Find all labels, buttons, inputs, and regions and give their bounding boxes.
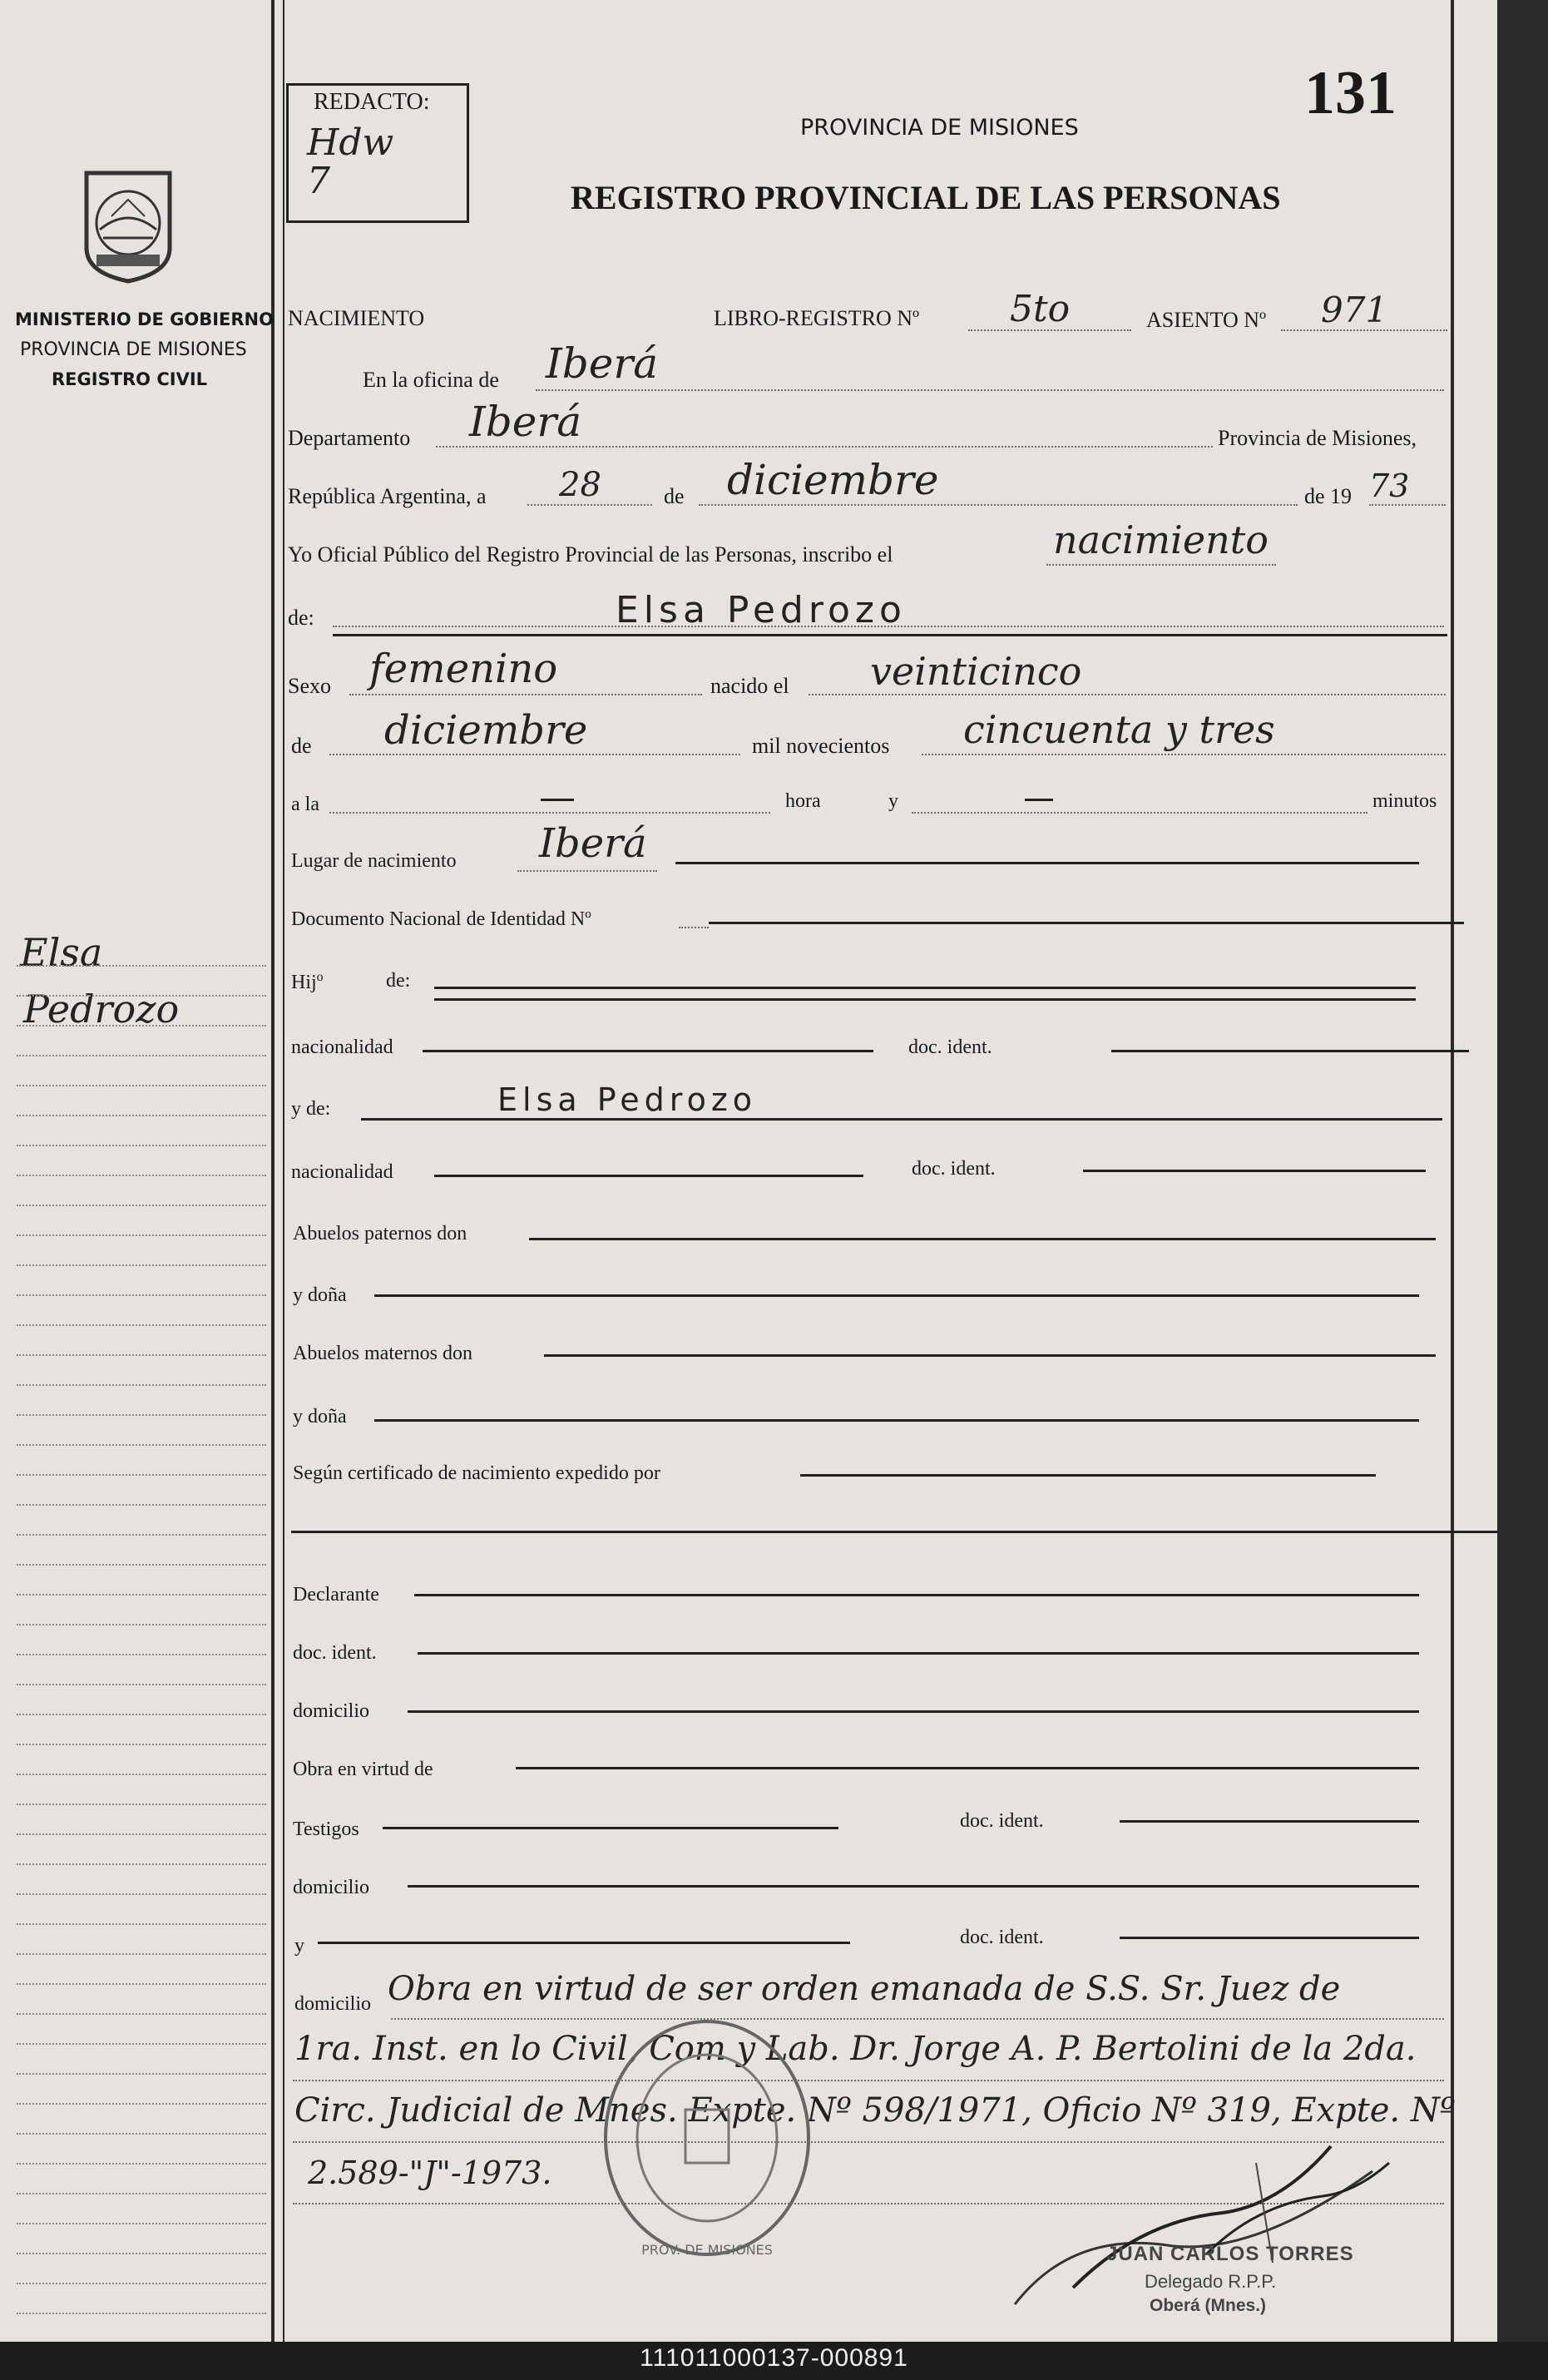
docident-1-label: doc. ident. xyxy=(908,1037,992,1058)
minutos-label: minutos xyxy=(1372,790,1437,812)
margin-rule xyxy=(17,1983,266,1985)
margin-rule xyxy=(17,1684,266,1685)
ala-label: a la xyxy=(291,794,319,815)
domicilio-3-label: domicilio xyxy=(294,1993,371,2015)
margin-rule xyxy=(17,2223,266,2224)
yde-label: y de: xyxy=(291,1098,331,1120)
margin-rule xyxy=(17,1145,266,1146)
republica-label: República Argentina, a xyxy=(288,484,487,508)
oficial-label: Yo Oficial Público del Registro Provincial de las Personas, inscribo el xyxy=(288,542,893,567)
margin-rule xyxy=(17,1654,266,1655)
margin-rule xyxy=(17,1893,266,1895)
asiento-label: ASIENTO Nº xyxy=(1146,308,1267,332)
margin-rule xyxy=(17,1264,266,1266)
nacido-value: veinticinco xyxy=(870,649,1082,694)
abuelos-paternos-label: Abuelos paternos don xyxy=(293,1223,467,1244)
testigos-label: Testigos xyxy=(293,1818,359,1840)
margin-rule xyxy=(17,1294,266,1296)
redacto-initials: Hdw 7 xyxy=(307,121,394,202)
margin-rule xyxy=(17,1384,266,1386)
oficial-value: nacimiento xyxy=(1053,517,1269,562)
declarante-label: Declarante xyxy=(293,1584,379,1606)
margin-rule xyxy=(17,1414,266,1416)
de-label: de xyxy=(664,484,685,508)
margin-rule xyxy=(17,2103,266,2105)
de-mes-label: de xyxy=(291,734,312,758)
margin-rule xyxy=(17,1354,266,1356)
mil-value: cincuenta y tres xyxy=(963,707,1275,752)
asiento-value: 971 xyxy=(1321,289,1388,330)
mes2-value: diciembre xyxy=(384,707,588,754)
margin-rule xyxy=(17,1205,266,1206)
margin-rule xyxy=(17,1055,266,1056)
provincia-label: Provincia de Misiones, xyxy=(1218,426,1417,450)
annotation-line3: Circ. Judicial de Mnes. Expte. Nº 598/1971, Oficio Nº 319, Expte. Nº xyxy=(294,2091,1456,2130)
ydona-1-label: y doña xyxy=(293,1284,347,1306)
hijo-de-label: de: xyxy=(386,970,411,992)
dia-value: 28 xyxy=(559,466,601,504)
official-stamp-place: Oberá (Mnes.) xyxy=(1150,2296,1267,2315)
nacido-label: nacido el xyxy=(710,674,789,698)
margin-rule xyxy=(17,1025,266,1027)
round-stamp-bottom: PROV. DE MISIONES xyxy=(641,2242,773,2258)
margin-rule xyxy=(17,1175,266,1176)
margin-note-line1: Elsa xyxy=(20,930,103,975)
margin-rule xyxy=(17,1714,266,1715)
margin-border-line-inner xyxy=(283,0,284,2346)
margin-rule xyxy=(17,2133,266,2135)
margin-rule xyxy=(17,2313,266,2314)
sexo-value: femenino xyxy=(369,646,558,692)
nombre-value: Elsa Pedrozo xyxy=(616,589,907,631)
annotation-line2: 1ra. Inst. en lo Civil, Com y Lab. Dr. Jorge A. P. Bertolini de la 2da. xyxy=(294,2030,1417,2068)
libro-value: 5to xyxy=(1010,288,1071,330)
departamento-label: Departamento xyxy=(288,426,411,450)
nacionalidad-2-label: nacionalidad xyxy=(291,1161,393,1183)
header-title: REGISTRO PROVINCIAL DE LAS PERSONAS xyxy=(571,179,1281,216)
official-stamp-name: JUAN CARLOS TORRES xyxy=(1106,2243,1354,2265)
docident-5-label: doc. ident. xyxy=(960,1927,1044,1948)
round-stamp-icon xyxy=(599,2013,815,2263)
margin-note-line2: Pedrozo xyxy=(23,987,180,1032)
margin-rule xyxy=(17,2073,266,2075)
margin-rule xyxy=(17,1833,266,1835)
margin-rule xyxy=(17,1534,266,1536)
nacionalidad-1-label: nacionalidad xyxy=(291,1037,393,1058)
hijo-label: Hij$^o$ xyxy=(291,970,324,993)
archive-id: 111011000137-000891 xyxy=(640,2344,908,2372)
docident-3-label: doc. ident. xyxy=(293,1642,377,1664)
de-nombre-label: de: xyxy=(288,606,314,630)
margin-rule xyxy=(17,1774,266,1775)
libro-label: LIBRO-REGISTRO Nº xyxy=(714,306,920,330)
margin-rule xyxy=(17,1804,266,1805)
margin-rule xyxy=(17,1504,266,1506)
margin-rule xyxy=(17,965,266,967)
mes-value: diciembre xyxy=(727,456,939,504)
abuelos-maternos-label: Abuelos maternos don xyxy=(293,1343,472,1364)
margin-rule xyxy=(17,1444,266,1446)
official-stamp-title: Delegado R.P.P. xyxy=(1145,2271,1277,2292)
margin-rule xyxy=(17,995,266,997)
margin-rule xyxy=(17,1923,266,1925)
oficina-label: En la oficina de xyxy=(363,368,499,392)
lugar-value: Iberá xyxy=(539,820,647,867)
madre-value: Elsa Pedrozo xyxy=(497,1081,758,1118)
registro-civil-label: REGISTRO CIVIL xyxy=(52,369,208,389)
annotation-line4: 2.589-"J"-1973. xyxy=(308,2155,552,2191)
margin-rule xyxy=(17,2163,266,2165)
sexo-label: Sexo xyxy=(288,674,331,698)
ministry-label: MINISTERIO DE GOBIERNO xyxy=(15,309,274,329)
page-number: 131 xyxy=(1304,59,1397,127)
docident-4-label: doc. ident. xyxy=(960,1810,1044,1832)
margin-rule xyxy=(17,1594,266,1596)
margin-rule xyxy=(17,1085,266,1086)
margin-rule xyxy=(17,1744,266,1745)
lugar-label: Lugar de nacimiento xyxy=(291,850,457,872)
year-prefix-label: de 19 xyxy=(1304,484,1353,508)
redacto-label: REDACTO: xyxy=(314,89,430,115)
margin-rule xyxy=(17,1953,266,1955)
provincial-seal-icon xyxy=(62,156,195,289)
y2-label: y xyxy=(294,1935,304,1957)
departamento-value: Iberá xyxy=(469,398,582,446)
margin-rule xyxy=(17,1115,266,1116)
margin-rule xyxy=(17,1235,266,1236)
docident-2-label: doc. ident. xyxy=(912,1158,996,1180)
redacto-box xyxy=(286,83,469,223)
year-value: 73 xyxy=(1369,468,1410,504)
domicilio-2-label: domicilio xyxy=(293,1877,369,1898)
margin-rule xyxy=(17,1324,266,1326)
y-label: y xyxy=(888,790,898,812)
oficina-value: Iberá xyxy=(546,339,659,388)
margin-border-line xyxy=(271,0,274,2346)
right-border-line xyxy=(1451,0,1454,2346)
margin-rule xyxy=(17,2013,266,2015)
province-label: PROVINCIA DE MISIONES xyxy=(20,339,247,360)
mil-label: mil novecientos xyxy=(752,734,890,758)
margin-rule xyxy=(17,1474,266,1476)
annotation-line1: Obra en virtud de ser orden emanada de S.S. Sr. Juez de xyxy=(388,1970,1341,2008)
documento-label: Documento Nacional de Identidad Nº xyxy=(291,908,591,930)
obra-label: Obra en virtud de xyxy=(293,1759,433,1780)
margin-rule xyxy=(17,2283,266,2284)
ydona-2-label: y doña xyxy=(293,1406,347,1428)
segun-label: Según certificado de nacimiento expedido por xyxy=(293,1462,660,1484)
hora-label: hora xyxy=(785,790,821,812)
header-province: PROVINCIA DE MISIONES xyxy=(800,115,1079,141)
margin-rule xyxy=(17,2043,266,2045)
domicilio-1-label: domicilio xyxy=(293,1700,369,1722)
margin-rule xyxy=(17,1863,266,1865)
margin-rule xyxy=(17,2193,266,2194)
nacimiento-label: NACIMIENTO xyxy=(288,306,425,330)
margin-rule xyxy=(17,1624,266,1625)
margin-rule xyxy=(17,2253,266,2254)
margin-rule xyxy=(17,1564,266,1566)
